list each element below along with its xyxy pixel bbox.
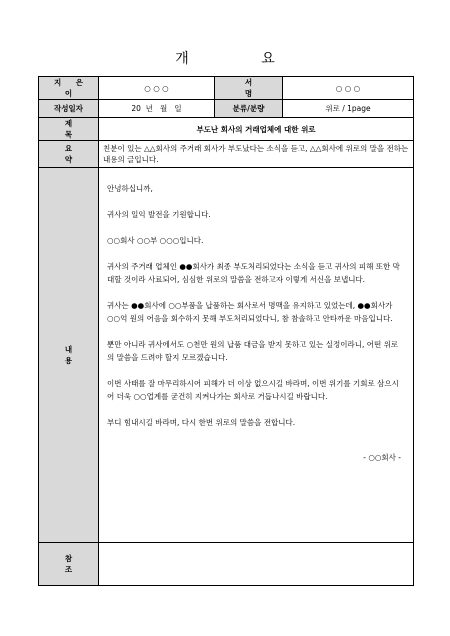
subject-label: 제 목: [39, 118, 99, 141]
reference-value: [99, 543, 414, 586]
author-label: 지 은 이: [39, 77, 99, 100]
date-value: 20 년 월 일: [99, 100, 215, 118]
summary-form-table: [38, 76, 414, 586]
signature-value: ○ ○ ○: [283, 77, 414, 100]
content-paragraph: 귀사는 ●●회사에 ○○부품을 납품하는 회사로서 명맥을 유지하고 있었는데, ●●회사가 ○○억 원의 어음을 회수하지 못해 부도처리되었다니, 참 참솔하고 안타까운 마음입니다.: [107, 301, 393, 323]
content-paragraph: 귀사의 일익 발전을 기원합니다.: [107, 210, 211, 219]
summary-label: 요 약: [39, 141, 99, 168]
summary-value: 친분이 있는 △△회사의 주거래 회사가 부도났다는 소식을 듣고, △△회사에 위로의 말을 전하는 내용의 글입니다.: [99, 141, 414, 168]
category-label: 분류/분량: [215, 100, 283, 118]
date-label: 작성일자: [39, 100, 99, 118]
category-value: 위로 / 1page: [283, 100, 414, 118]
closing-signature: - ○○회사 -: [363, 453, 401, 462]
content-body: [99, 168, 414, 543]
signature-label: 서 명: [215, 77, 283, 100]
document-title: 개 요: [175, 51, 309, 67]
content-paragraph: 귀사의 주거래 업체인 ●●회사가 최종 부도처리되었다는 소식을 듣고 귀사의 피해 또한 막대할 것이라 사료되어, 심심한 위로의 말씀을 전하고자 이렇게 서신을 보냅니다.: [107, 262, 400, 284]
author-value: ○ ○ ○: [99, 77, 215, 100]
content-paragraph: 뿐만 아니라 귀사에서도 ○천만 원의 납품 대금을 받지 못하고 있는 실정이라니, 어떤 위로의 말씀을 드려야 할지 모르겠습니다.: [107, 340, 399, 362]
reference-label: 참 조: [39, 543, 99, 586]
content-label: 내 용: [39, 168, 99, 543]
content-paragraph: ○○회사 ○○부 ○○○입니다.: [107, 236, 204, 245]
content-paragraph: 부디 힘내시길 바라며, 다시 한번 위로의 말씀을 전합니다.: [107, 418, 296, 427]
content-paragraph: 이번 사태를 잘 마무리하시어 피해가 더 이상 없으시길 바라며, 이번 위기를 기회로 삼으시어 더욱 ○○업계를 굳건히 지켜나가는 회사로 거듭나시길 바랍니다.: [107, 379, 399, 401]
subject-value: 부도난 회사의 거래업체에 대한 위로: [99, 118, 414, 141]
content-paragraph: 안녕하십니까,: [107, 184, 153, 193]
